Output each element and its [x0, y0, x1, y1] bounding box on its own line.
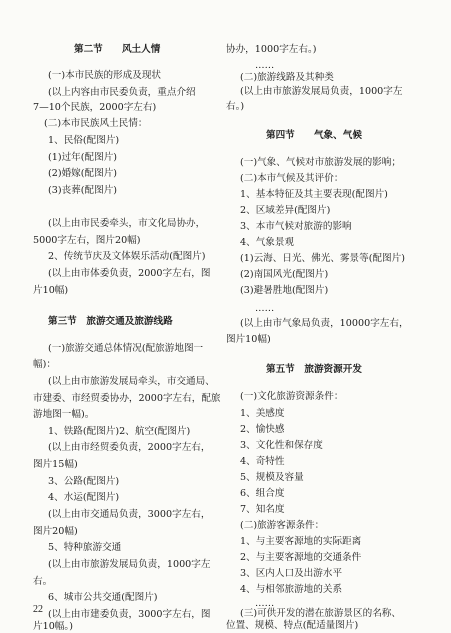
text-line: 幅)：	[33, 359, 56, 370]
subheading: (三)可供开发的潜在旅游景区的名称、	[240, 608, 401, 619]
list-item: 3、公路(配图片)	[48, 476, 120, 487]
ellipsis: ……	[255, 598, 275, 609]
list-item: 7、知名度	[240, 504, 285, 515]
section-heading: 第四节 气象、气候	[266, 130, 362, 141]
list-item: 2、愉快感	[240, 424, 285, 435]
text-line: (以上由市旅游发展局负责，1000字左	[48, 559, 211, 570]
text-line: 片10幅。)	[33, 621, 73, 632]
subheading: (二)本市气候及其评价：	[240, 173, 344, 184]
list-item: 1、与主要客源地的实际距离	[240, 536, 362, 547]
text-line: 右。)	[226, 101, 245, 112]
text-line: 7—10个民族，2000字左右)	[33, 102, 157, 113]
text-line: (以上由市体委负责，2000字左右，图	[48, 268, 211, 279]
list-item: 1、铁路(配图片)2、航空(配图片)	[48, 426, 191, 437]
subheading: (一)文化旅游资源条件：	[240, 391, 344, 402]
list-item: (2)婚嫁(配图片)	[48, 168, 118, 179]
text-line: 协办，1000字左右。)	[226, 44, 317, 55]
text-line: 图片10幅)	[226, 334, 271, 345]
page-number: 22	[33, 604, 43, 615]
list-item: 1、基本特征及其主要表现(配图片)	[240, 189, 388, 200]
list-item: (3)丧葬(配图片)	[48, 185, 118, 196]
section-heading: 第二节 风土人情	[74, 44, 161, 55]
text-line: 市建委、市经贸委协办，2000字左右，配旅	[33, 393, 221, 404]
subheading: (二)本市民族风土民情：	[44, 118, 148, 129]
text-line: (以上由市民委牵头，市文化局协办，	[48, 218, 206, 229]
section-heading: 第五节 旅游资源开发	[266, 364, 362, 375]
list-item: 5、规模及容量	[240, 472, 304, 483]
text-line: 片10幅)	[33, 285, 69, 296]
list-item: 3、文化性和保存度	[240, 440, 323, 451]
text-line: (以上内容由市民委负责，重点介绍	[48, 87, 196, 98]
list-item: 2、区域差异(配图片)	[240, 205, 331, 216]
list-item: 4、奇特性	[240, 456, 285, 467]
subheading: (一)本市民族的形成及现状	[48, 70, 162, 81]
list-item: (3)避暑胜地(配图片)	[240, 285, 329, 296]
list-item: 1、民俗(配图片)	[48, 135, 120, 146]
text-line: (以上由市经贸委负责，2000字左右，	[48, 442, 211, 453]
text-line: 位置、规模、特点(配适量图片)	[226, 620, 359, 631]
list-item: (1)过年(配图片)	[48, 152, 118, 163]
list-item: 1、美感度	[240, 408, 285, 419]
text-line: 游地图一幅)。	[33, 409, 95, 420]
text-line: (以上由市交通局负责，3000字左右，	[48, 509, 211, 520]
ellipsis: ……	[255, 60, 275, 71]
text-line: (以上由市旅游发展局牵头，市交通局、	[48, 376, 215, 387]
text-line: 图片15幅)	[33, 459, 78, 470]
list-item: 3、区内人口及出游水平	[240, 568, 343, 579]
list-item: 6、城市公共交通(配图片)	[48, 592, 158, 603]
list-item: 2、传统节庆及文体娱乐活动(配图片)	[48, 251, 206, 262]
subheading: (一)气象、气候对市旅游发展的影响；	[240, 157, 401, 168]
text-line: 图片20幅)	[33, 526, 78, 537]
list-item: 4、气象景观	[240, 237, 295, 248]
subheading: (二)旅游线路及其种类	[240, 72, 334, 83]
list-item: 5、特种旅游交通	[48, 542, 122, 553]
list-item: (2)南国风光(配图片)	[240, 269, 329, 280]
list-item: 6、组合度	[240, 488, 285, 499]
ellipsis: ……	[255, 303, 275, 314]
list-item: 2、与主要客源地的交通条件	[240, 552, 362, 563]
text-line: (以上由市旅游发展局负责，1000字左	[240, 86, 403, 97]
list-item: 4、与相邻旅游地的关系	[240, 584, 343, 595]
subheading: (二)旅游客源条件：	[240, 520, 325, 531]
section-heading: 第三节 旅游交通及旅游线路	[48, 316, 173, 327]
subheading: (一)旅游交通总体情况(配旅游地图一	[48, 343, 204, 354]
text-line: 右。	[33, 576, 53, 587]
list-item: 3、本市气候对旅游的影响	[240, 221, 352, 232]
text-line: (以上由市气象局负责，10000字左右，	[240, 318, 409, 329]
text-line: 5000字左右，图片20幅)	[33, 235, 141, 246]
list-item: 4、水运(配图片)	[48, 492, 120, 503]
list-item: (1)云海、日光、佛光、雾景等(配图片)	[240, 253, 405, 264]
text-line: (以上由市建委负责，3000字左右，图	[48, 609, 211, 620]
